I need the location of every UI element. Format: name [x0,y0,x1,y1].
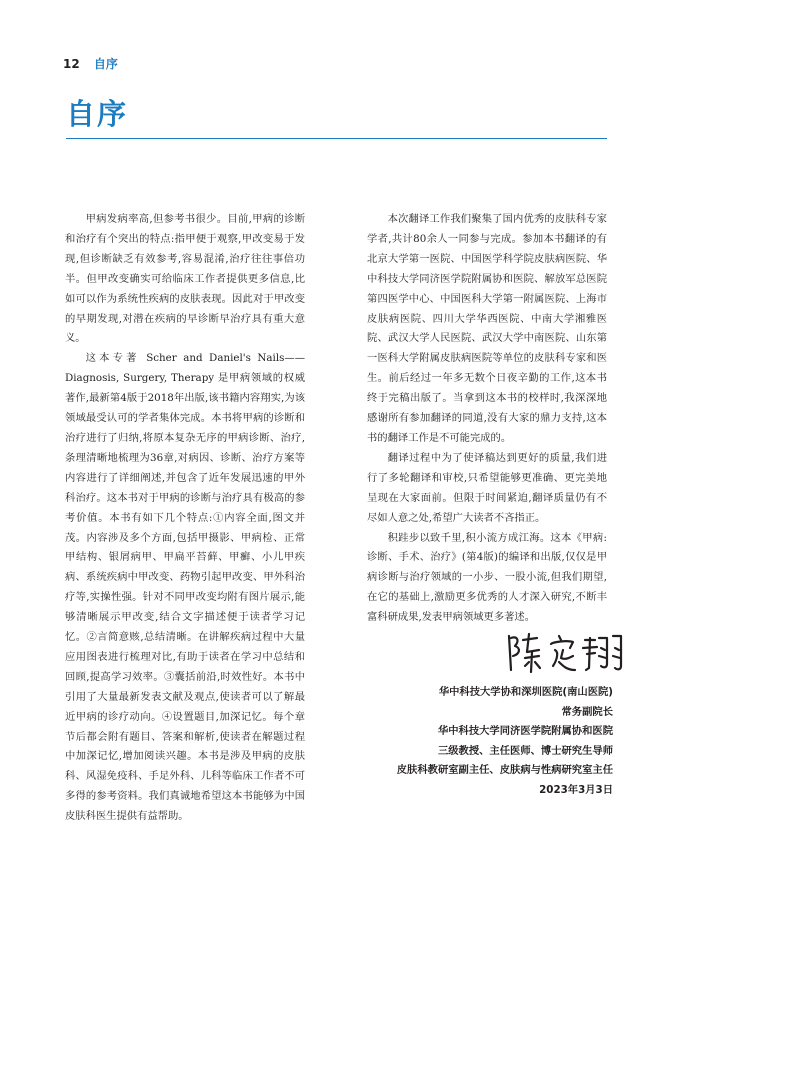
page-title: 自序 [66,97,129,131]
paragraph: 本次翻译工作我们聚集了国内优秀的皮肤科专家学者,共计80余人一同参与完成。参加本书翻译的有北京大学第一医院、中国医学科学院皮肤病医院、华中科技大学同济医学院附属协和医院、解放军总医院第四医学中心、中国医科大学第一附属医院、上海市皮肤病医院、四川大学华西医院、中南大学湘雅医院、武汉大学人民医院、武汉大学中南医院、山东第一医科大学附属皮肤病医院等单位的皮肤科专家和医生。前后经过一年多无数个日夜辛勤的工作,这本书终于完稿出版了。当拿到这本书的校样时,我深深地感谢所有参加翻译的同道,没有大家的鼎力支持,这本书的翻译工作是不可能完成的。 [367,213,607,444]
page-number: 12 [63,57,80,71]
handwritten-signature [503,630,631,676]
position-line: 常务副院长 [561,705,613,718]
affiliation-line: 华中科技大学同济医学院附属协和医院 [437,725,613,738]
right-column [367,210,607,628]
paragraph: 积跬步以致千里,积小流方成江海。这本《甲病:诊断、手术、治疗》(第4版)的编译和出版,仅仅是甲病诊断与治疗领域的一小步、一股小流,但我们期望,在它的基础上,激励更多优秀的人才深入研究,不断丰富科研成果,发表甲病领域更多著述。 [367,531,607,624]
position-line: 皮肤科教研室副主任、皮肤病与性病研究室主任 [396,764,613,777]
date-line: 2023年3月3日 [539,783,613,796]
left-column [65,210,305,827]
title-divider [66,138,607,139]
title-line: 三级教授、主任医师、博士研究生导师 [437,744,613,757]
paragraph: 这本专著 Scher and Daniel's Nails——Diagnosis, Surgery, Therapy 是甲病领域的权威著作,最新第4版于2018年出版,该书籍内容翔实,为该领域最受认可的学者集体完成。本书将甲病的诊断和治疗进行了归纳,将原本复杂无序的甲病诊断、治疗,条理清晰地梳理为36章,对病因、诊断、治疗方案等内容进行了详细阐述,并包含了近年发展迅速的甲外科治疗。这本书对于甲病的诊断与治疗具有极高的参考价值。本书有如下几个特点:①内容全面,图文并茂。内容涉及多个方面,包括甲摄影、甲病检、正常甲结构、银屑病甲、甲扁平苔藓、甲癣、小儿甲疾病、系统疾病中甲改变、药物引起甲改变、甲外科治疗等,实操性强。针对不同甲改变均附有图片展示,能够清晰展示甲改变,结合文字描述便于读者学习记忆。②言简意赅,总结清晰。在讲解疾病过程中大量应用图表进行梳理对比,有助于读者在学习中总结和回顾,提高学习效率。③囊括前沿,时效性好。本书中引用了大量最新发表文献及观点,使读者可以了解最近甲病的诊疗动向。④设置题目,加深记忆。每个章节后都会附有题目、答案和解析,使读者在解题过程中加深记忆,增加阅读兴趣。本书是涉及甲病的皮肤科、风湿免疫科、手足外科、儿科等临床工作者不可多得的参考资料。我们真诚地希望这本书能够为中国皮肤科医生提供有益帮助。 [65,352,305,823]
signature-block [397,683,613,801]
running-header [63,56,118,72]
affiliation-line: 华中科技大学协和深圳医院(南山医院) [438,686,613,698]
paragraph: 甲病发病率高,但参考书很少。目前,甲病的诊断和治疗有个突出的特点:指甲便于观察,甲改变易于发现,但诊断缺乏有效参考,容易混淆,治疗往往事倍功半。但甲改变确实可给临床工作者提供更多信息,比如可以作为系统性疾病的皮肤表现。因此对于甲改变的早期发现,对潜在疾病的早诊断早治疗具有重大意义。 [65,213,305,345]
running-section-title: 自序 [93,57,118,71]
paragraph: 翻译过程中为了使译稿达到更好的质量,我们进行了多轮翻译和审校,只希望能够更准确、更完美地呈现在大家面前。但限于时间紧迫,翻译质量仍有不尽如人意之处,希望广大读者不吝指正。 [367,451,607,524]
